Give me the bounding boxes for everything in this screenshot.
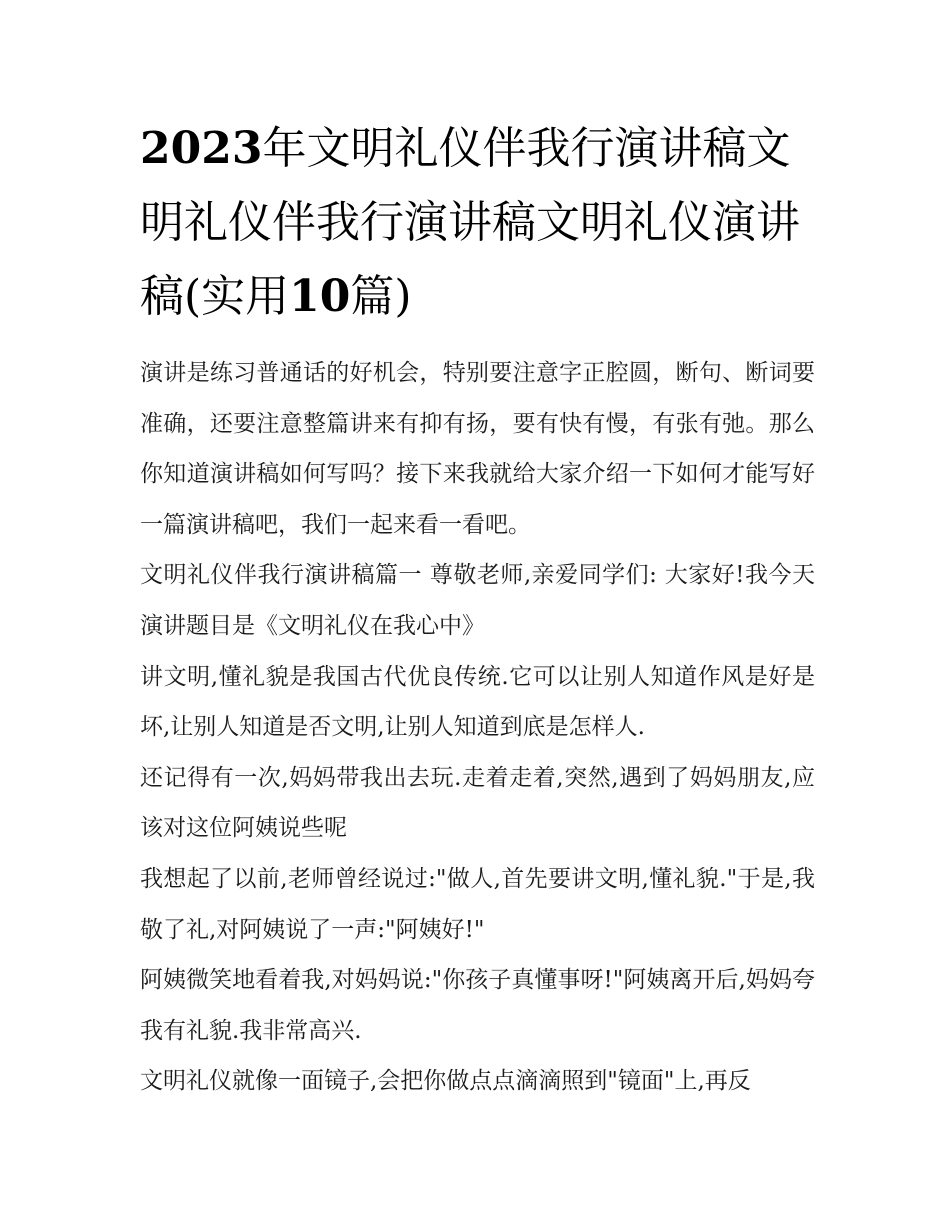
document-title <box>140 112 815 334</box>
title-year: 2023 <box>140 123 263 174</box>
paragraph: 还记得有一次,妈妈带我出去玩.走着走着,突然,遇到了妈妈朋友,应该对这位阿姨说些呢 <box>140 764 815 842</box>
paragraph: 阿姨微笑地看着我,对妈妈说:"你孩子真懂事呀!"阿姨离开后,妈妈夸我有礼貌.我非常高兴. <box>140 967 815 1044</box>
paragraph-greeting: 文明礼仪伴我行演讲稿篇一 尊敬老师,亲爱同学们: 大家好!我今天演讲题目是《文明礼仪在我心中》 <box>140 562 815 639</box>
paragraph-intro: 演讲是练习普通话的好机会，特别要注意字正腔圆，断句、断词要准确，还要注意整篇讲来有抑有扬，要有快有慢，有张有弛。那么你知道演讲稿如何写吗？接下来我就给大家介绍一下如何才能写好一篇演讲稿吧，我们一起来看一看吧。 <box>140 360 815 538</box>
paragraph: 讲文明,懂礼貌是我国古代优良传统.它可以让别人知道作风是好是坏,让别人知道是否文明,让别人知道到底是怎样人. <box>140 663 815 741</box>
title-count: 10 <box>289 271 351 322</box>
paragraph: 文明礼仪就像一面镜子,会把你做点点滴滴照到"镜面"上,再反 <box>140 1068 751 1095</box>
document-body <box>140 348 815 1107</box>
title-end-text: 篇) <box>350 271 412 322</box>
paragraph: 我想起了以前,老师曾经说过:"做人,首先要讲文明,懂礼貌."于是,我敬了礼,对阿姨说了一声:"阿姨好!" <box>140 865 815 943</box>
document-content <box>140 112 815 1107</box>
title-main-text: 年文明礼仪伴我行演讲稿文明礼仪伴我行演讲稿文明礼仪演讲稿(实用 <box>140 123 800 322</box>
